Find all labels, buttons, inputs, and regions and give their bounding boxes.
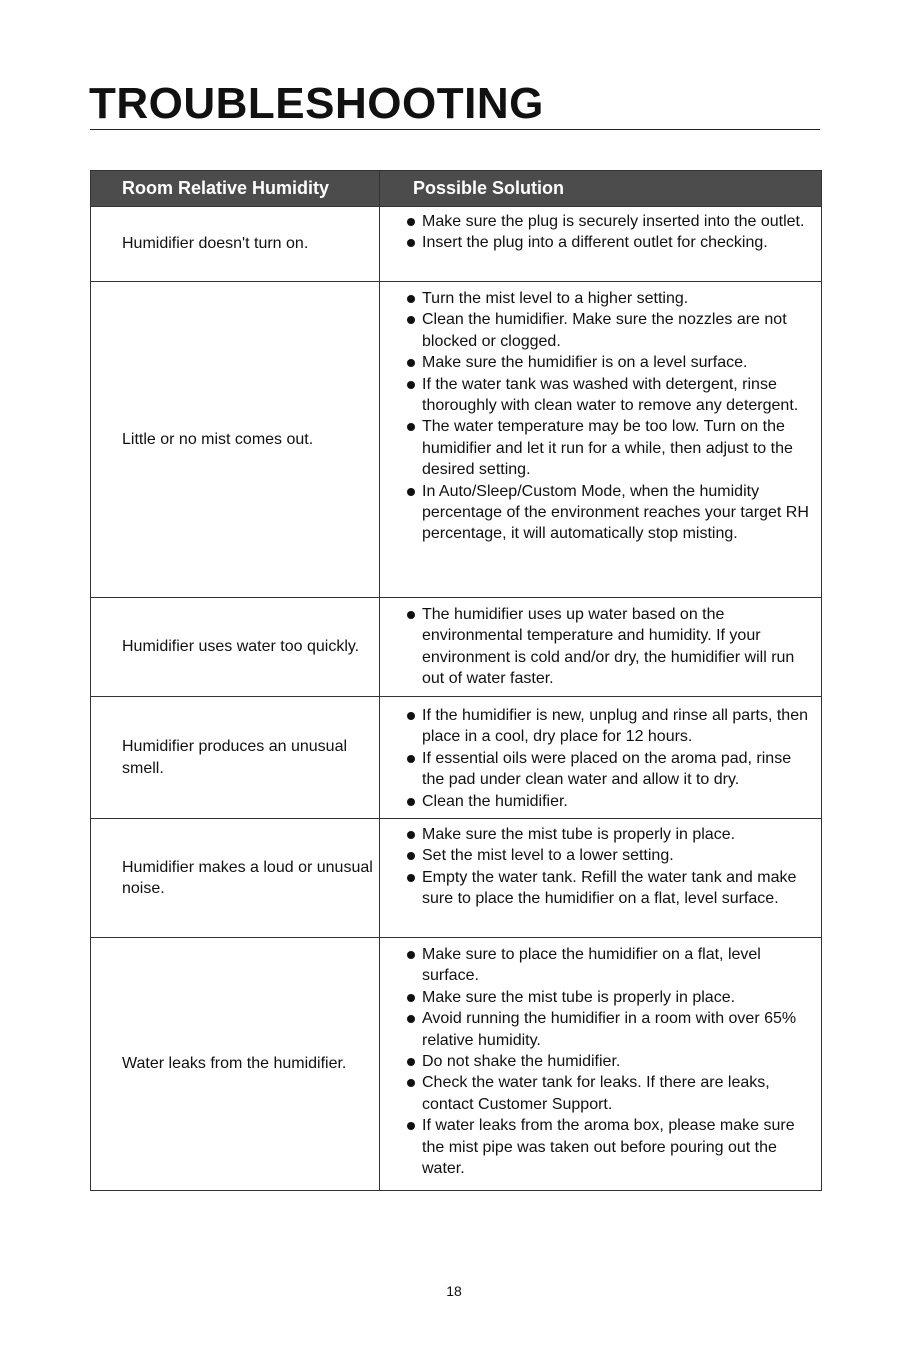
table-row: [91, 938, 822, 1191]
solution-item: If the water tank was washed with detergent, rinse thoroughly with clean water to remove any detergent.: [405, 374, 817, 417]
problem-text: Little or no mist comes out.: [122, 430, 314, 448]
solution-list: [405, 705, 817, 812]
table-row: [91, 207, 822, 282]
solution-item: Set the mist level to a lower setting.: [405, 845, 817, 866]
problem-cell: [91, 697, 380, 819]
solution-item: If essential oils were placed on the aroma pad, rinse the pad under clean water and allow it to dry.: [405, 748, 817, 791]
solution-item: Make sure the mist tube is properly in place.: [405, 824, 817, 845]
solution-cell: [380, 282, 822, 598]
solution-cell: [380, 819, 822, 938]
problem-cell: [91, 598, 380, 697]
table-body: [91, 207, 822, 1191]
solution-item: Make sure the plug is securely inserted into the outlet.: [405, 211, 817, 232]
problem-text: Humidifier produces an unusual smell.: [122, 738, 348, 777]
problem-cell: [91, 282, 380, 598]
problem-text: Humidifier doesn't turn on.: [122, 235, 309, 253]
solution-cell: [380, 697, 822, 819]
table-row: [91, 697, 822, 819]
solution-list: [405, 288, 817, 545]
solution-list: [405, 604, 817, 690]
troubleshooting-table: [90, 170, 822, 1191]
header-solution: Possible Solution: [380, 171, 822, 207]
table-row: [91, 819, 822, 938]
problem-cell: [91, 207, 380, 282]
solution-item: Clean the humidifier.: [405, 791, 817, 812]
solution-item: In Auto/Sleep/Custom Mode, when the humidity percentage of the environment reaches your target RH percentage, it will automatically stop misting.: [405, 481, 817, 545]
solution-item: If water leaks from the aroma box, please make sure the mist pipe was taken out before pouring out the water.: [405, 1115, 817, 1179]
page-title: TROUBLESHOOTING: [89, 79, 544, 128]
problem-text: Water leaks from the humidifier.: [122, 1055, 347, 1073]
problem-cell: [91, 938, 380, 1191]
title-divider: [90, 129, 820, 130]
solution-item: Insert the plug into a different outlet for checking.: [405, 232, 817, 253]
solution-cell: [380, 938, 822, 1191]
problem-text: Humidifier uses water too quickly.: [122, 638, 360, 656]
solution-item: Empty the water tank. Refill the water tank and make sure to place the humidifier on a flat, level surface.: [405, 867, 817, 910]
solution-item: Check the water tank for leaks. If there are leaks, contact Customer Support.: [405, 1072, 817, 1115]
problem-text: Humidifier makes a loud or unusual noise.: [122, 858, 373, 897]
solution-cell: [380, 598, 822, 697]
solution-item: Clean the humidifier. Make sure the nozzles are not blocked or clogged.: [405, 309, 817, 352]
header-problem: Room Relative Humidity: [91, 171, 380, 207]
solution-item: Avoid running the humidifier in a room with over 65% relative humidity.: [405, 1008, 817, 1051]
page-number: 18: [446, 1283, 462, 1299]
solution-item: Make sure to place the humidifier on a flat, level surface.: [405, 944, 817, 987]
solution-list: [405, 944, 817, 1179]
table-row: [91, 598, 822, 697]
problem-cell: [91, 819, 380, 938]
solution-cell: [380, 207, 822, 282]
solution-list: [405, 824, 817, 910]
table-header-row: [91, 171, 822, 207]
solution-item: Make sure the mist tube is properly in place.: [405, 987, 817, 1008]
solution-item: Do not shake the humidifier.: [405, 1051, 817, 1072]
solution-item: The humidifier uses up water based on the environmental temperature and humidity. If your environment is cold and/or dry, the humidifier will run out of water faster.: [405, 604, 817, 690]
solution-item: Turn the mist level to a higher setting.: [405, 288, 817, 309]
solution-item: The water temperature may be too low. Turn on the humidifier and let it run for a while, then adjust to the desired setting.: [405, 416, 817, 480]
solution-item: If the humidifier is new, unplug and rinse all parts, then place in a cool, dry place for 12 hours.: [405, 705, 817, 748]
solution-item: Make sure the humidifier is on a level surface.: [405, 352, 817, 373]
table-row: [91, 282, 822, 598]
solution-list: [405, 211, 817, 254]
